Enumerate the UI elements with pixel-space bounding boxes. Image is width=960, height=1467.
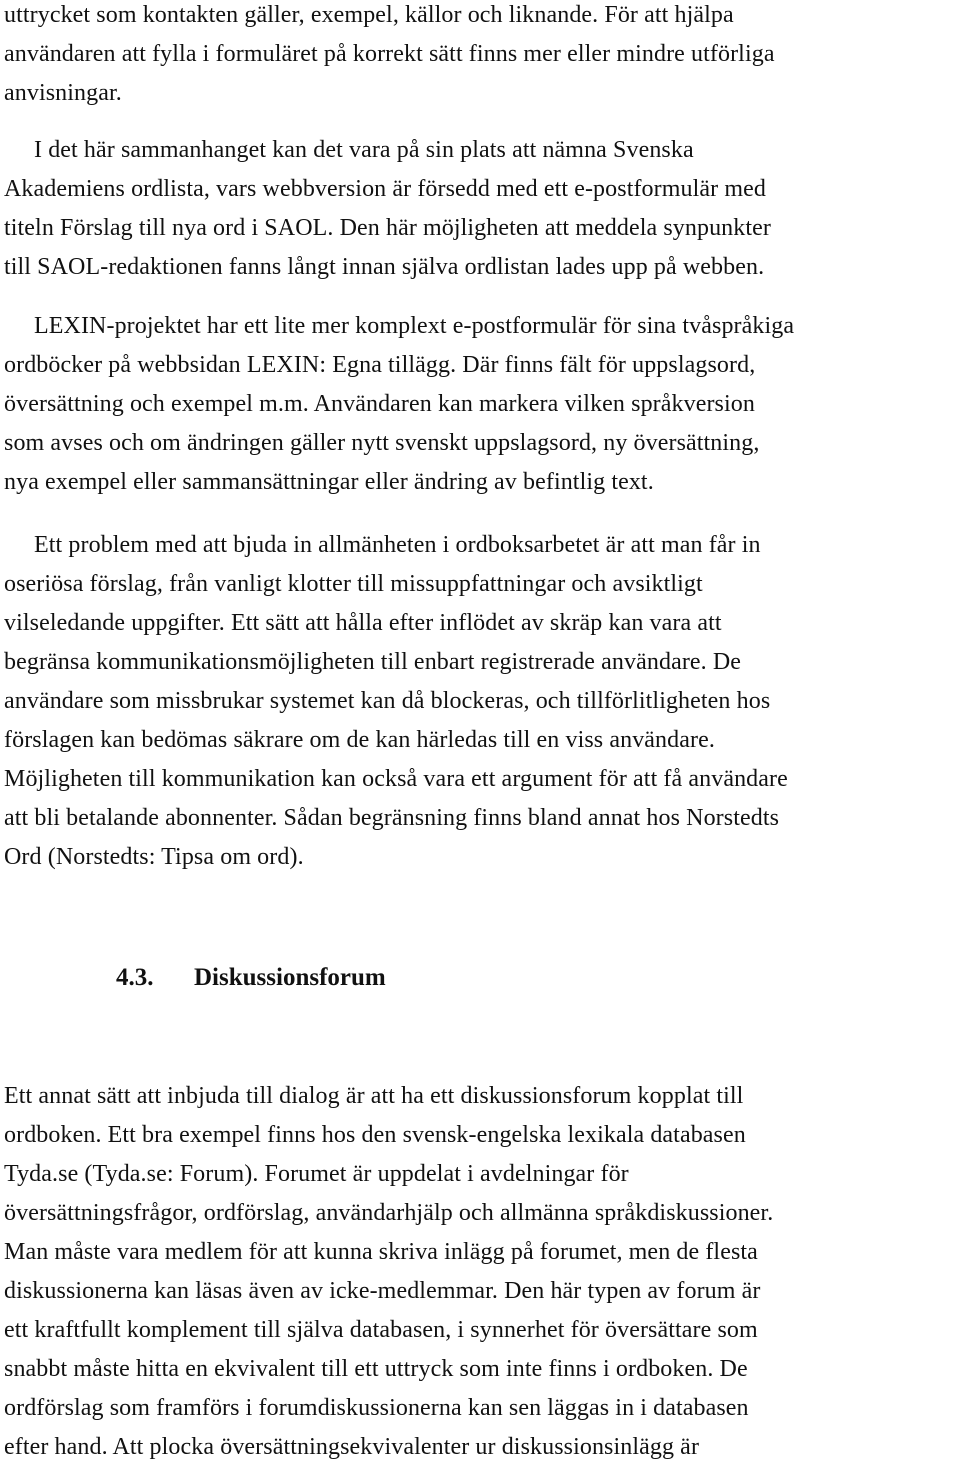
text-line: användare som missbrukar systemet kan då blockeras, och tillförlitligheten hos xyxy=(4,688,771,714)
text-line: översättning och exempel m.m. Användaren kan markera vilken språkversion xyxy=(4,391,755,417)
text-line: diskussionerna kan läsas även av icke-medlemmar. Den här typen av forum är xyxy=(4,1278,761,1304)
text-line: Ord (Norstedts: Tipsa om ord). xyxy=(4,844,304,870)
text-line: att bli betalande abonnenter. Sådan begränsning finns bland annat hos Norstedts xyxy=(4,805,780,831)
text-line: användaren att fylla i formuläret på korrekt sätt finns mer eller mindre utförliga xyxy=(4,41,775,67)
paragraph-saol xyxy=(4,131,771,287)
section-title: Diskussionsforum xyxy=(194,964,386,991)
text-line: I det här sammanhanget kan det vara på sin plats att nämna Svenska xyxy=(34,137,694,163)
paragraph-lexin xyxy=(4,307,794,502)
text-line: som avses och om ändringen gäller nytt svenskt uppslagsord, ny översättning, xyxy=(4,430,760,456)
section-number: 4.3. xyxy=(116,964,154,991)
text-line: förslagen kan bedömas säkrare om de kan härledas till en viss användare. xyxy=(4,727,715,753)
text-line: Tyda.se (Tyda.se: Forum). Forumet är uppdelat i avdelningar för xyxy=(4,1161,629,1187)
text-line: Möjligheten till kommunikation kan också vara ett argument för att få användare xyxy=(4,766,788,792)
text-line: nya exempel eller sammansättningar eller ändring av befintlig text. xyxy=(4,469,654,495)
text-line: Ett problem med att bjuda in allmänheten i ordboksarbetet är att man får in xyxy=(34,532,761,558)
text-line: vilseledande uppgifter. Ett sätt att hålla efter inflödet av skräp kan vara att xyxy=(4,610,722,636)
paragraph-problem xyxy=(4,526,788,877)
text-line: uttrycket som kontakten gäller, exempel, källor och liknande. För att hjälpa xyxy=(4,2,734,28)
text-line: Akademiens ordlista, vars webbversion är försedd med ett e-postformulär med xyxy=(4,176,766,202)
text-line: ordförslag som framförs i forumdiskussionerna kan sen läggas in i databasen xyxy=(4,1395,749,1421)
text-line: översättningsfrågor, ordförslag, användarhjälp och allmänna språkdiskussioner. xyxy=(4,1200,774,1226)
paragraph-forum xyxy=(4,1077,773,1467)
text-line: LEXIN-projektet har ett lite mer komplext e-postformulär för sina tvåspråkiga xyxy=(34,313,795,339)
text-line: oseriösa förslag, från vanligt klotter till missuppfattningar och avsiktligt xyxy=(4,571,703,597)
section-heading xyxy=(116,958,386,998)
text-line: begränsa kommunikationsmöjligheten till enbart registrerade användare. De xyxy=(4,649,742,675)
text-line: ordböcker på webbsidan LEXIN: Egna tillägg. Där finns fält för uppslagsord, xyxy=(4,352,756,378)
text-line: till SAOL-redaktionen fanns långt innan själva ordlistan lades upp på webben. xyxy=(4,254,765,280)
text-line: anvisningar. xyxy=(4,80,122,106)
text-line: ordboken. Ett bra exempel finns hos den svensk-engelska lexikala databasen xyxy=(4,1122,746,1148)
paragraph-continued xyxy=(4,0,775,113)
text-line: efter hand. Att plocka översättningsekvivalenter ur diskussionsinlägg är xyxy=(4,1434,700,1460)
text-line: Man måste vara medlem för att kunna skriva inlägg på forumet, men de flesta xyxy=(4,1239,758,1265)
text-line: Ett annat sätt att inbjuda till dialog är att ha ett diskussionsforum kopplat till xyxy=(4,1083,744,1109)
text-line: ett kraftfullt komplement till själva databasen, i synnerhet för översättare som xyxy=(4,1317,758,1343)
text-line: titeln Förslag till nya ord i SAOL. Den här möjligheten att meddela synpunkter xyxy=(4,215,771,241)
text-line: snabbt måste hitta en ekvivalent till ett uttryck som inte finns i ordboken. De xyxy=(4,1356,748,1382)
